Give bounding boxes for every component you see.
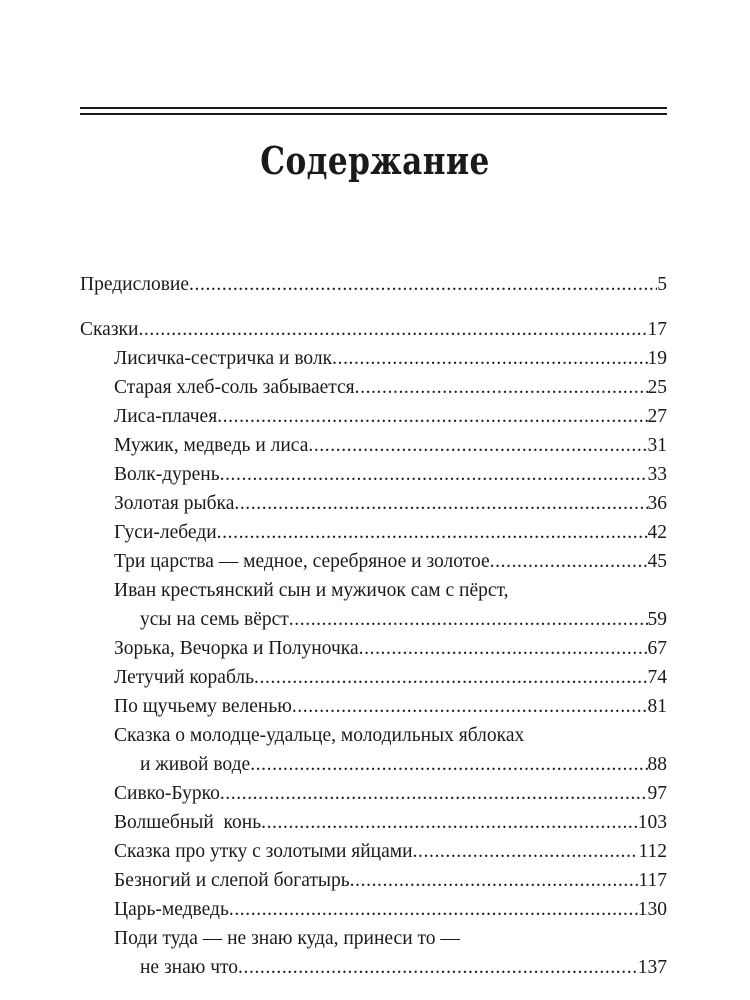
dot-leader (217, 518, 648, 547)
dot-leader (355, 373, 648, 402)
toc-entry-first-line[interactable] (80, 721, 667, 750)
dot-leader (490, 547, 648, 576)
dot-leader (292, 692, 648, 721)
dot-leader (189, 270, 657, 299)
toc-entry-page: 25 (647, 377, 667, 398)
dot-leader (229, 895, 638, 924)
toc-entry-page: 74 (647, 667, 667, 688)
toc-entry-title: Поди туда — не знаю куда, принеси то — (114, 928, 460, 949)
toc-entry-page: 45 (647, 551, 667, 572)
table-of-contents (80, 270, 667, 982)
toc-entry[interactable] (80, 634, 667, 663)
toc-entry-title: и живой воде (140, 754, 251, 775)
toc-entry[interactable] (80, 402, 667, 431)
dot-leader (238, 953, 638, 982)
toc-entry-title: По щучьему веленью (114, 696, 292, 717)
toc-entry-page: 59 (647, 609, 667, 630)
toc-entry[interactable] (80, 953, 667, 982)
toc-entry-page: 17 (647, 319, 667, 340)
toc-entry-title: Гуси-лебеди (114, 522, 217, 543)
toc-entry[interactable] (80, 518, 667, 547)
toc-entry-page: 42 (647, 522, 667, 543)
toc-entry-page: 130 (637, 899, 667, 920)
toc-entry[interactable] (80, 808, 667, 837)
toc-entry[interactable] (80, 837, 667, 866)
page-title: Содержание (260, 138, 490, 183)
toc-entry-title: Лисичка-сестричка и волк (114, 348, 333, 369)
toc-entry[interactable] (80, 750, 667, 779)
toc-entry-page: 36 (647, 493, 667, 514)
dot-leader (359, 634, 648, 663)
toc-entry-title: Старая хлеб-соль забывается (114, 377, 355, 398)
toc-entry-title: Золотая рыбка (114, 493, 235, 514)
toc-entry-title: Царь-медведь (114, 899, 229, 920)
dot-leader (413, 837, 639, 866)
toc-entry-page: 97 (647, 783, 667, 804)
toc-entry-first-line[interactable] (80, 576, 667, 605)
toc-entry-page: 103 (637, 812, 667, 833)
toc-entry[interactable] (80, 344, 667, 373)
toc-entry-title: Сивко-Бурко (114, 783, 220, 804)
dot-leader (261, 808, 638, 837)
toc-entry-page: 33 (647, 464, 667, 485)
toc-entry-title: Волшебный конь (114, 812, 262, 833)
toc-entry-first-line[interactable] (80, 924, 667, 953)
dot-leader (332, 344, 647, 373)
toc-entry-page: 81 (647, 696, 667, 717)
dot-leader (220, 779, 648, 808)
dot-leader (308, 431, 647, 460)
toc-entry[interactable] (80, 460, 667, 489)
toc-entry-title: не знаю что (140, 957, 239, 978)
dot-leader (350, 866, 639, 895)
toc-entry[interactable] (80, 547, 667, 576)
toc-entry-title: Сказки (80, 319, 139, 340)
dot-leader (220, 460, 648, 489)
toc-entry-title: Зорька, Вечорка и Полуночка (114, 638, 359, 659)
top-rule-thick (80, 107, 667, 109)
toc-entry-page: 117 (638, 870, 667, 891)
toc-entry-title: Иван крестьянский сын и мужичок сам с пёрст, (114, 580, 509, 601)
toc-entry-page: 88 (647, 754, 667, 775)
toc-entry-title: Сказка про утку с золотыми яйцами (114, 841, 413, 862)
dot-leader (254, 663, 647, 692)
toc-entry-title: Предисловие (80, 274, 190, 295)
toc-entry-title: Сказка о молодце-удальце, молодильных яблоках (114, 725, 525, 746)
toc-entry-title: усы на семь вёрст (140, 609, 289, 630)
toc-entry[interactable] (80, 270, 667, 299)
toc-entry-title: Волк-дурень (114, 464, 220, 485)
toc-entry[interactable] (80, 315, 667, 344)
toc-entry-title: Летучий корабль (114, 667, 255, 688)
toc-entry[interactable] (80, 663, 667, 692)
toc-entry-page: 5 (657, 274, 667, 295)
toc-entry-title: Мужик, медведь и лиса (114, 435, 309, 456)
dot-leader (289, 605, 648, 634)
toc-entry-title: Лиса-плачея (114, 406, 218, 427)
toc-entry[interactable] (80, 779, 667, 808)
toc-entry[interactable] (80, 373, 667, 402)
toc-entry[interactable] (80, 692, 667, 721)
dot-leader (138, 315, 647, 344)
toc-entry[interactable] (80, 895, 667, 924)
toc-entry-page: 19 (647, 348, 667, 369)
toc-entry[interactable] (80, 605, 667, 634)
toc-entry[interactable] (80, 489, 667, 518)
toc-entry[interactable] (80, 431, 667, 460)
toc-entry-page: 31 (647, 435, 667, 456)
toc-entry-page: 27 (647, 406, 667, 427)
toc-entry-title: Безногий и слепой богатырь (114, 870, 350, 891)
top-rule-thin (80, 113, 667, 115)
toc-entry[interactable] (80, 866, 667, 895)
dot-leader (250, 750, 647, 779)
toc-entry-page: 137 (637, 957, 667, 978)
dot-leader (217, 402, 647, 431)
toc-entry-page: 67 (647, 638, 667, 659)
toc-entry-title: Три царства — медное, серебряное и золотое (114, 551, 490, 572)
toc-entry-page: 112 (638, 841, 667, 862)
dot-leader (234, 489, 647, 518)
